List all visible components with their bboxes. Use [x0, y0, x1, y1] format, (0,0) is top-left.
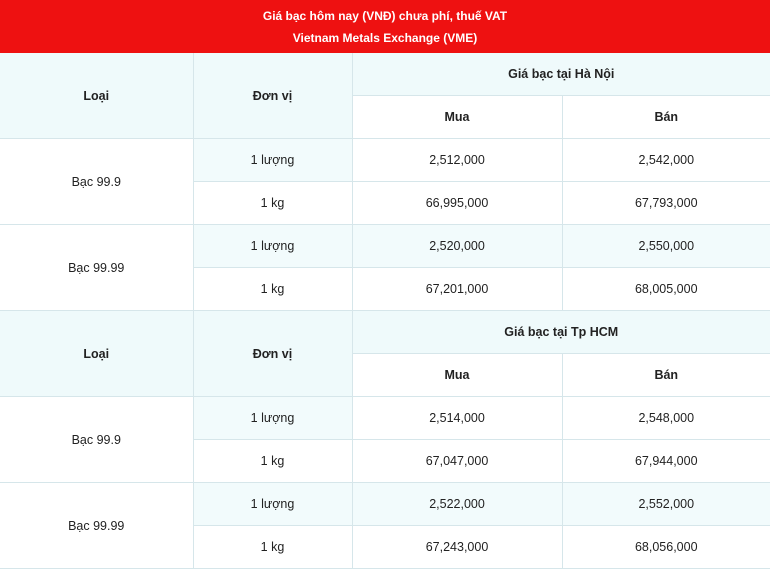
unit-cell: 1 lượng — [193, 139, 352, 182]
sell-price-cell: 67,944,000 — [562, 440, 770, 483]
sell-price-cell: 2,542,000 — [562, 139, 770, 182]
header-buy: Mua — [352, 354, 562, 397]
table-row — [0, 397, 770, 440]
unit-cell: 1 lượng — [193, 397, 352, 440]
buy-price-cell: 2,520,000 — [352, 225, 562, 268]
header-region: Giá bạc tại Tp HCM — [352, 311, 770, 354]
header-type: Loại — [0, 53, 193, 139]
header-type: Loại — [0, 311, 193, 397]
table-row — [0, 225, 770, 268]
table-row — [0, 139, 770, 182]
sell-price-cell: 68,005,000 — [562, 268, 770, 311]
table-header-row — [0, 53, 770, 96]
sell-price-cell: 2,548,000 — [562, 397, 770, 440]
buy-price-cell: 66,995,000 — [352, 182, 562, 225]
unit-cell: 1 kg — [193, 268, 352, 311]
unit-cell: 1 lượng — [193, 225, 352, 268]
buy-price-cell: 2,512,000 — [352, 139, 562, 182]
sell-price-cell: 67,793,000 — [562, 182, 770, 225]
silver-type-cell: Bạc 99.99 — [0, 483, 193, 569]
price-table-banner — [0, 0, 770, 53]
silver-type-cell: Bạc 99.9 — [0, 139, 193, 225]
header-sell: Bán — [562, 96, 770, 139]
unit-cell: 1 kg — [193, 526, 352, 569]
buy-price-cell: 67,047,000 — [352, 440, 562, 483]
banner-subtitle: Vietnam Metals Exchange (VME) — [292, 30, 478, 45]
unit-cell: 1 kg — [193, 440, 352, 483]
header-buy: Mua — [352, 96, 562, 139]
buy-price-cell: 67,201,000 — [352, 268, 562, 311]
table-header-row — [0, 311, 770, 354]
buy-price-cell: 2,522,000 — [352, 483, 562, 526]
sell-price-cell: 2,552,000 — [562, 483, 770, 526]
sell-price-cell: 2,550,000 — [562, 225, 770, 268]
header-unit: Đơn vị — [193, 53, 352, 139]
header-sell: Bán — [562, 354, 770, 397]
banner-title: Giá bạc hôm nay (VNĐ) chưa phí, thuế VAT — [262, 8, 508, 23]
header-unit: Đơn vị — [193, 311, 352, 397]
silver-type-cell: Bạc 99.9 — [0, 397, 193, 483]
header-region: Giá bạc tại Hà Nội — [352, 53, 770, 96]
silver-type-cell: Bạc 99.99 — [0, 225, 193, 311]
sell-price-cell: 68,056,000 — [562, 526, 770, 569]
unit-cell: 1 kg — [193, 182, 352, 225]
unit-cell: 1 lượng — [193, 483, 352, 526]
table-row — [0, 483, 770, 526]
buy-price-cell: 67,243,000 — [352, 526, 562, 569]
buy-price-cell: 2,514,000 — [352, 397, 562, 440]
silver-price-table — [0, 53, 770, 569]
